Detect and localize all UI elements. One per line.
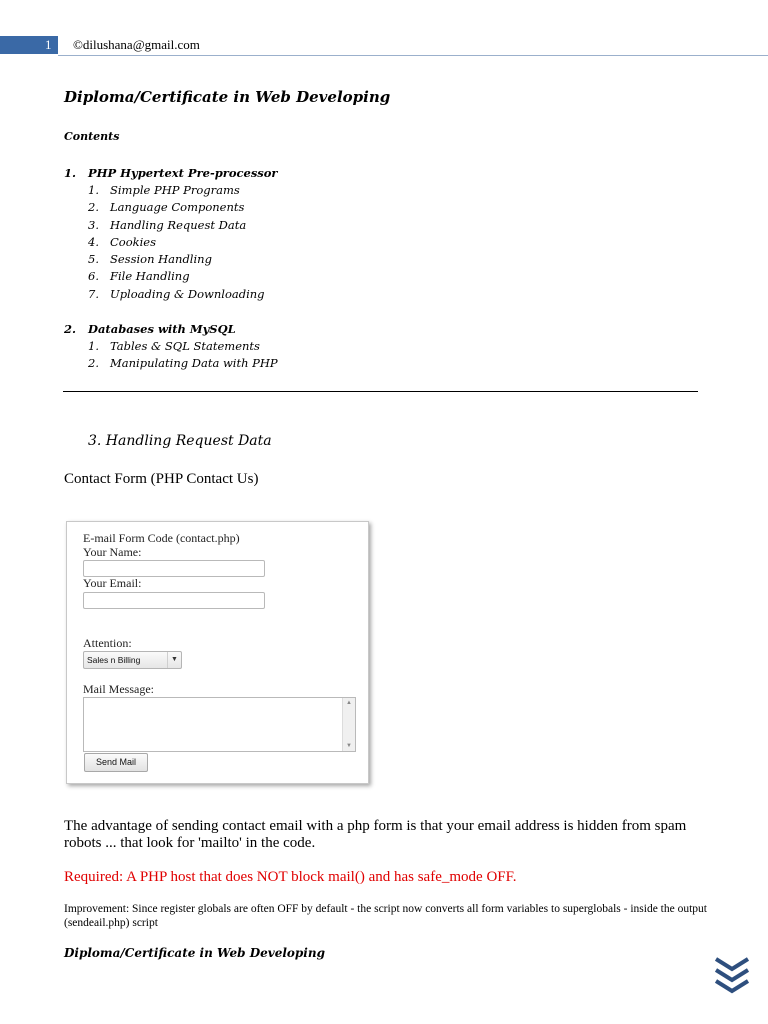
header-email: ©dilushana@gmail.com [73, 37, 200, 52]
double-chevron-down-icon[interactable] [713, 955, 751, 1001]
improvement-note: Improvement: Since register globals are often OFF by default - the script now converts all form variables to superglobals - inside the output (sendeail.php) script [64, 903, 707, 929]
contact-form-heading: Contact Form (PHP Contact Us) [64, 471, 259, 487]
textarea-scrollbar[interactable] [342, 698, 355, 751]
dropdown-arrow-icon: ▼ [167, 652, 181, 668]
attention-label: Attention: [83, 636, 132, 650]
page-number: 1 [45, 37, 52, 52]
email-input[interactable] [83, 592, 265, 609]
section-heading: 3. Handling Request Data [88, 433, 272, 449]
form-heading: E-mail Form Code (contact.php) [83, 531, 240, 545]
required-note: Required: A PHP host that does NOT block mail() and has safe_mode OFF. [64, 869, 517, 885]
document-title: Diploma/Certificate in Web Developing [64, 88, 391, 106]
name-label: Your Name: [83, 545, 142, 559]
advantage-paragraph: The advantage of sending contact email with a php form is that your email address is hidden from spam robots ... that look for 'mailto' in the code. [64, 818, 687, 851]
scroll-down-icon: ▼ [346, 743, 352, 749]
scroll-up-icon: ▲ [346, 700, 352, 706]
send-mail-button[interactable]: Send Mail [84, 753, 148, 772]
attention-select[interactable] [83, 651, 182, 669]
divider [63, 391, 698, 392]
footer-title: Diploma/Certificate in Web Developing [64, 946, 325, 960]
contents-label: Contents [64, 130, 120, 143]
header-rule [58, 55, 768, 56]
email-label: Your Email: [83, 576, 142, 590]
message-textarea[interactable] [83, 697, 356, 752]
contact-form-image [66, 521, 369, 784]
message-label: Mail Message: [83, 682, 154, 696]
name-input[interactable] [83, 560, 265, 577]
attention-selected-value: Sales n Billing [87, 655, 141, 665]
